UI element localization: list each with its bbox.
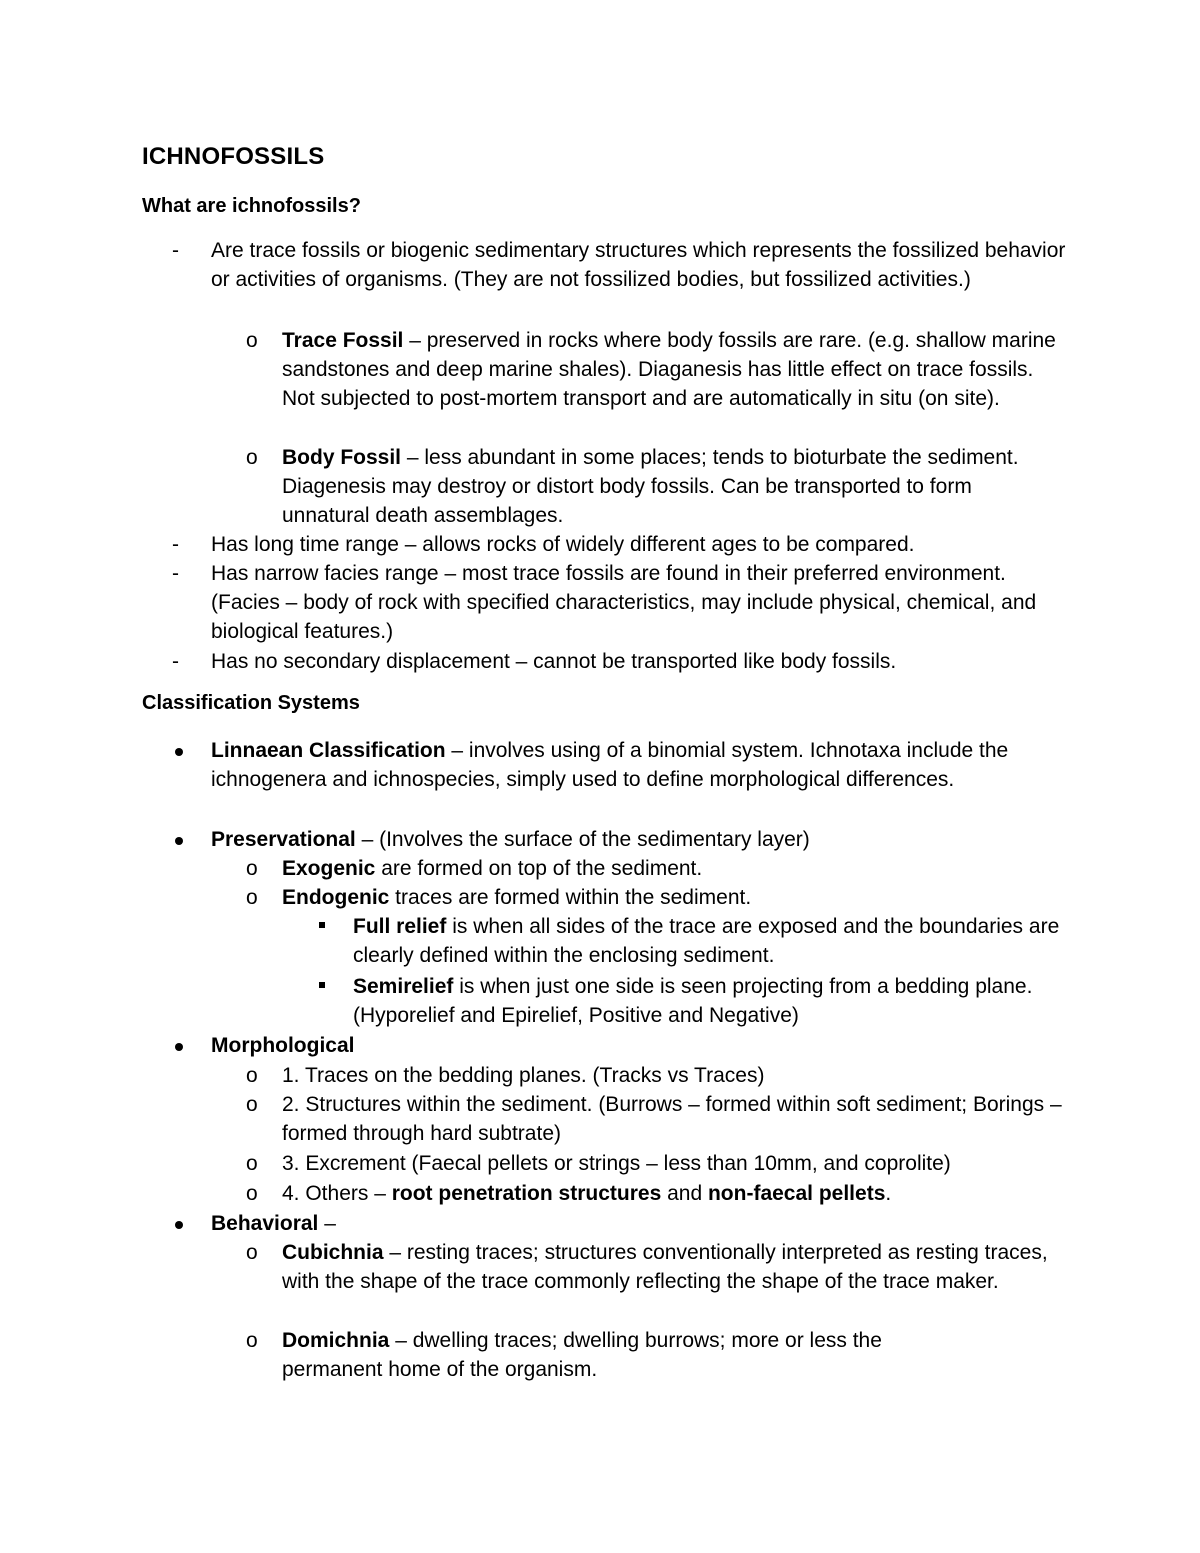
list-item — [282, 1326, 982, 1384]
list-item: 1. Traces on the bedding planes. (Tracks vs Traces) — [282, 1064, 765, 1087]
sub-bullet: o — [246, 1329, 258, 1352]
list-item — [353, 972, 1063, 1030]
list-item: Has long time range – allows rocks of widely different ages to be compared. — [211, 533, 915, 556]
list-item — [282, 1179, 1082, 1208]
item-text: . — [885, 1182, 892, 1205]
sub-bullet: o — [246, 886, 258, 909]
square-bullet — [319, 982, 325, 988]
term-behavioral: Behavioral — [211, 1212, 319, 1235]
list-item — [211, 1031, 1071, 1060]
circle-bullet — [175, 1043, 183, 1051]
term-trace-fossil: Trace Fossil — [282, 329, 404, 352]
list-item: Has narrow facies range – most trace fossils are found in their preferred environment. (Facies – body of rock with specified characteristics, may include physical, chemical, and biological features.) — [211, 562, 1037, 644]
list-item — [282, 326, 1062, 414]
item-text: – — [318, 1212, 336, 1235]
item-text: are formed on top of the sediment. — [375, 857, 703, 880]
list-item — [211, 825, 1071, 854]
term-body-fossil: Body Fossil — [282, 446, 402, 469]
section-heading-what-are: What are ichnofossils? — [142, 195, 361, 217]
list-item: 3. Excrement (Faecal pellets or strings – less than 10mm, and coprolite) — [282, 1152, 951, 1175]
list-item — [282, 443, 1062, 531]
list-item: Has no secondary displacement – cannot be transported like body fossils. — [211, 650, 897, 673]
item-text: – dwelling traces; dwelling burrows; more or less the permanent home of the organism. — [282, 1329, 882, 1382]
item-text: – (Involves the surface of the sedimentary layer) — [355, 828, 810, 851]
term-linnaean: Linnaean Classification — [211, 739, 446, 762]
page-title: ICHNOFOSSILS — [142, 143, 325, 170]
term-root-penetration: root penetration structures — [391, 1182, 662, 1205]
item-text: traces are formed within the sediment. — [389, 886, 752, 909]
circle-bullet — [175, 748, 183, 756]
item-text: is when all sides of the trace are exposed and the boundaries are clearly defined within the enclosing sediment. — [353, 915, 1060, 968]
section-heading-classification: Classification Systems — [142, 692, 360, 714]
item-text: is when just one side is seen projecting from a bedding plane. (Hyporelief and Epirelief, Positive and Negative) — [353, 975, 1033, 1028]
square-bullet — [319, 922, 325, 928]
item-text: – less abundant in some places; tends to bioturbate the sediment. Diagenesis may destroy or distort body fossils. Can be transported to form unnatural death assemblages. — [282, 446, 1019, 528]
dash-bullet: - — [172, 562, 179, 585]
sub-bullet: o — [246, 1152, 258, 1175]
item-text: 4. Others – — [282, 1182, 392, 1205]
list-item — [211, 1209, 1071, 1238]
dash-bullet: - — [172, 533, 179, 556]
list-item: 2. Structures within the sediment. (Burrows – formed within soft sediment; Borings – formed through hard subtrate) — [282, 1093, 1062, 1146]
term-domichnia: Domichnia — [282, 1329, 390, 1352]
item-text: and — [661, 1182, 708, 1205]
term-full-relief: Full relief — [353, 915, 447, 938]
sub-bullet: o — [246, 446, 258, 469]
circle-bullet — [175, 837, 183, 845]
term-endogenic: Endogenic — [282, 886, 390, 909]
dash-bullet: - — [172, 239, 179, 262]
dash-bullet: - — [172, 650, 179, 673]
sub-bullet: o — [246, 329, 258, 352]
term-preservational: Preservational — [211, 828, 356, 851]
list-item — [282, 883, 1062, 912]
item-text: – resting traces; structures conventionally interpreted as resting traces, with the shape of the trace commonly reflecting the shape of the trace maker. — [282, 1241, 1048, 1294]
term-morphological: Morphological — [211, 1034, 355, 1057]
term-non-faecal-pellets: non-faecal pellets — [707, 1182, 886, 1205]
list-item: Are trace fossils or biogenic sedimentary structures which represents the fossilized behavior or activities of organisms. (They are not fossilized bodies, but fossilized activities.) — [211, 239, 1066, 292]
item-text: – involves using of a binomial system. Ichnotaxa include the ichnogenera and ichnospecies, simply used to define morphological differences. — [211, 739, 1009, 792]
term-exogenic: Exogenic — [282, 857, 376, 880]
sub-bullet: o — [246, 1093, 258, 1116]
list-item — [353, 912, 1063, 970]
term-cubichnia: Cubichnia — [282, 1241, 384, 1264]
sub-bullet: o — [246, 1182, 258, 1205]
list-item — [211, 736, 1071, 794]
sub-bullet: o — [246, 1064, 258, 1087]
item-text: – preserved in rocks where body fossils are rare. (e.g. shallow marine sandstones and deep marine shales). Diaganesis has little effect on trace fossils. Not subjected to post-mortem transport and are automatically in situ (on site). — [282, 329, 1056, 411]
sub-bullet: o — [246, 857, 258, 880]
sub-bullet: o — [246, 1241, 258, 1264]
term-semirelief: Semirelief — [353, 975, 454, 998]
list-item — [282, 854, 1062, 883]
circle-bullet — [175, 1221, 183, 1229]
list-item — [282, 1238, 1072, 1296]
